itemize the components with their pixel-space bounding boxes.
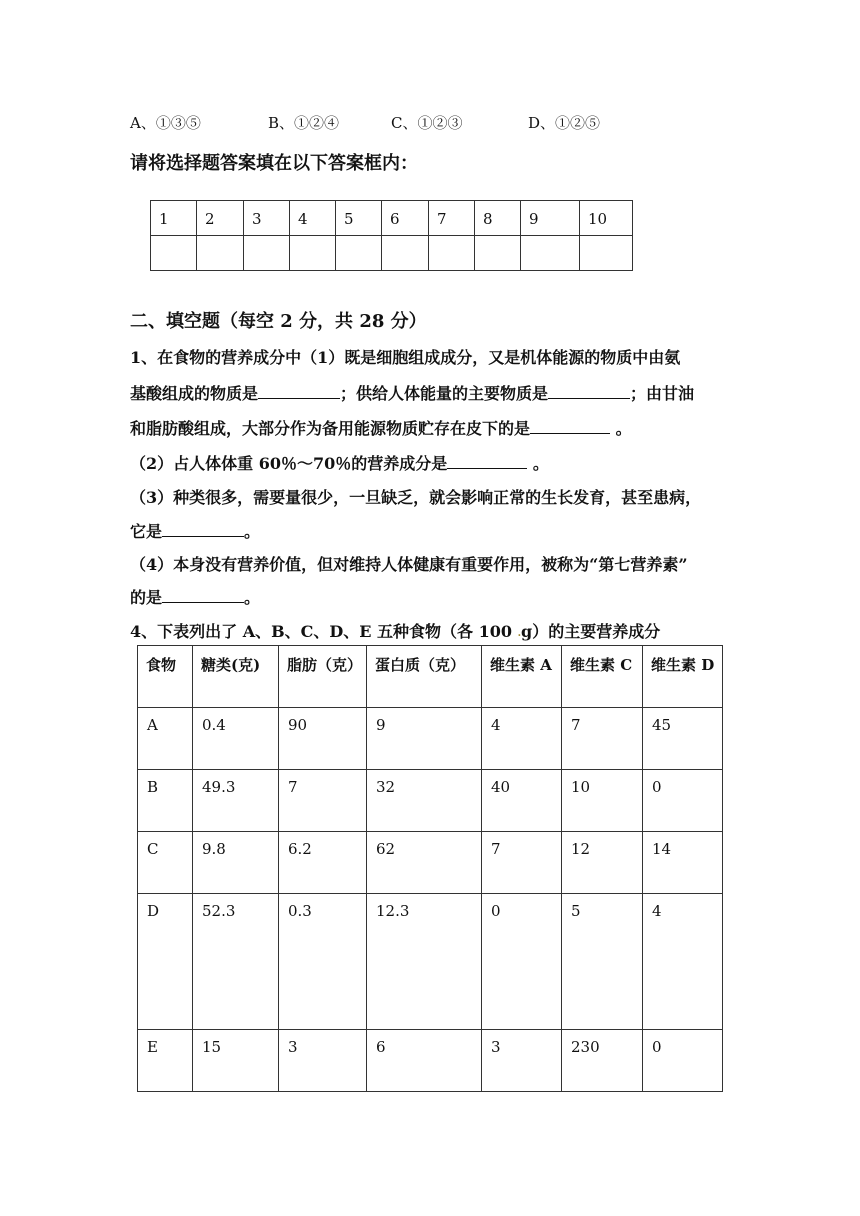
answer-blank[interactable] — [162, 520, 244, 537]
table-cell: 12 — [562, 832, 643, 894]
answer-blank[interactable] — [548, 382, 630, 399]
table-cell: 6 — [367, 1030, 482, 1092]
table-cell: 7 — [482, 832, 562, 894]
answer-number: 9 — [521, 201, 580, 236]
answer-instruction: 请将选择题答案填在以下答案框内： — [130, 153, 418, 174]
column-header: 维生素 D — [643, 646, 723, 708]
table-cell: 52.3 — [193, 894, 279, 1030]
table-cell: 5 — [562, 894, 643, 1030]
column-header: 维生素 A — [482, 646, 562, 708]
table-row — [138, 894, 723, 1030]
answer-number: 8 — [475, 201, 521, 236]
answer-cell[interactable] — [244, 236, 290, 271]
column-header: 糖类(克) — [193, 646, 279, 708]
answer-number: 7 — [429, 201, 475, 236]
answer-number: 6 — [382, 201, 429, 236]
option-a: A、①③⑤ — [130, 114, 201, 132]
answer-number: 4 — [290, 201, 336, 236]
table-cell: 32 — [367, 770, 482, 832]
table-cell: 9 — [367, 708, 482, 770]
table-cell: 0 — [482, 894, 562, 1030]
table-row — [138, 770, 723, 832]
answer-cell[interactable] — [336, 236, 382, 271]
table-cell: 15 — [193, 1030, 279, 1092]
nutrition-table — [137, 645, 723, 1092]
table-cell: D — [138, 894, 193, 1030]
answer-number-row — [151, 201, 633, 236]
table-cell: 0.4 — [193, 708, 279, 770]
table-cell: C — [138, 832, 193, 894]
table-cell: 7 — [562, 708, 643, 770]
answer-number: 10 — [580, 201, 633, 236]
answer-blank[interactable] — [530, 417, 610, 434]
table-cell: A — [138, 708, 193, 770]
answer-cell[interactable] — [521, 236, 580, 271]
table-cell: B — [138, 770, 193, 832]
table-cell: 49.3 — [193, 770, 279, 832]
section-title: 二、填空题（每空 2 分，共 28 分） — [130, 311, 427, 332]
answer-blank[interactable] — [447, 452, 527, 469]
table-cell: 0.3 — [279, 894, 367, 1030]
option-b: B、①②④ — [268, 114, 340, 132]
q1-line3: 和脂肪酸组成，大部分作为备用能源物质贮存在皮下的是 。 — [130, 419, 632, 438]
table-cell: 4 — [643, 894, 723, 1030]
q1-part4-line2: 的是 。 — [130, 588, 261, 607]
table-row — [138, 708, 723, 770]
answer-fill-row — [151, 236, 633, 271]
answer-number: 5 — [336, 201, 382, 236]
column-header: 蛋白质（克） — [367, 646, 482, 708]
answer-cell[interactable] — [290, 236, 336, 271]
column-header: 维生素 C — [562, 646, 643, 708]
table-cell: 10 — [562, 770, 643, 832]
table-cell: 90 — [279, 708, 367, 770]
table-cell: 45 — [643, 708, 723, 770]
table-row — [138, 832, 723, 894]
answer-number: 2 — [197, 201, 244, 236]
table-cell: 4 — [482, 708, 562, 770]
q1-line2: 基酸组成的物质是 ；供给人体能量的主要物质是 ；由甘油 — [130, 384, 695, 403]
answer-cell[interactable] — [429, 236, 475, 271]
option-d: D、①②⑤ — [528, 114, 601, 132]
table-header-row — [138, 646, 723, 708]
q1-part3-line1: （3）种类很多，需要量很少，一旦缺乏，就会影响正常的生长发育，甚至患病， — [130, 488, 702, 507]
column-header: 脂肪（克） — [279, 646, 367, 708]
table-cell: 12.3 — [367, 894, 482, 1030]
table-cell: 9.8 — [193, 832, 279, 894]
column-header: 食物 — [138, 646, 193, 708]
table-cell: 62 — [367, 832, 482, 894]
q1-part3-line2: 它是 。 — [130, 522, 261, 541]
table-row — [138, 1030, 723, 1092]
q1-part2: （2）占人体体重 60％～70％的营养成分是 。 — [130, 454, 549, 473]
q1-part4-line1: （4）本身没有营养价值，但对维持人体健康有重要作用，被称为“第七营养素” — [130, 555, 688, 574]
option-c: C、①②③ — [391, 114, 463, 132]
answer-number: 3 — [244, 201, 290, 236]
table-cell: 3 — [482, 1030, 562, 1092]
table-cell: 6.2 — [279, 832, 367, 894]
table-cell: 14 — [643, 832, 723, 894]
answer-blank[interactable] — [258, 382, 340, 399]
answer-cell[interactable] — [382, 236, 429, 271]
answer-blank[interactable] — [162, 586, 244, 603]
table-cell: E — [138, 1030, 193, 1092]
table-cell: 0 — [643, 770, 723, 832]
answer-cell[interactable] — [475, 236, 521, 271]
table-cell: 0 — [643, 1030, 723, 1092]
answer-number: 1 — [151, 201, 197, 236]
table-cell: 3 — [279, 1030, 367, 1092]
q1-line1: 1、在食物的营养成分中（1）既是细胞组成成分，又是机体能源的物质中由氨 — [130, 348, 681, 367]
answer-cell[interactable] — [151, 236, 197, 271]
table-cell: 40 — [482, 770, 562, 832]
table-cell: 7 — [279, 770, 367, 832]
answer-cell[interactable] — [197, 236, 244, 271]
table-cell: 230 — [562, 1030, 643, 1092]
answer-cell[interactable] — [580, 236, 633, 271]
answer-table — [150, 200, 633, 271]
choice-options-row — [130, 112, 750, 134]
q4-intro: 4、下表列出了 A、B、C、D、E 五种食物（各 100 .g）的主要营养成分 — [130, 622, 661, 641]
